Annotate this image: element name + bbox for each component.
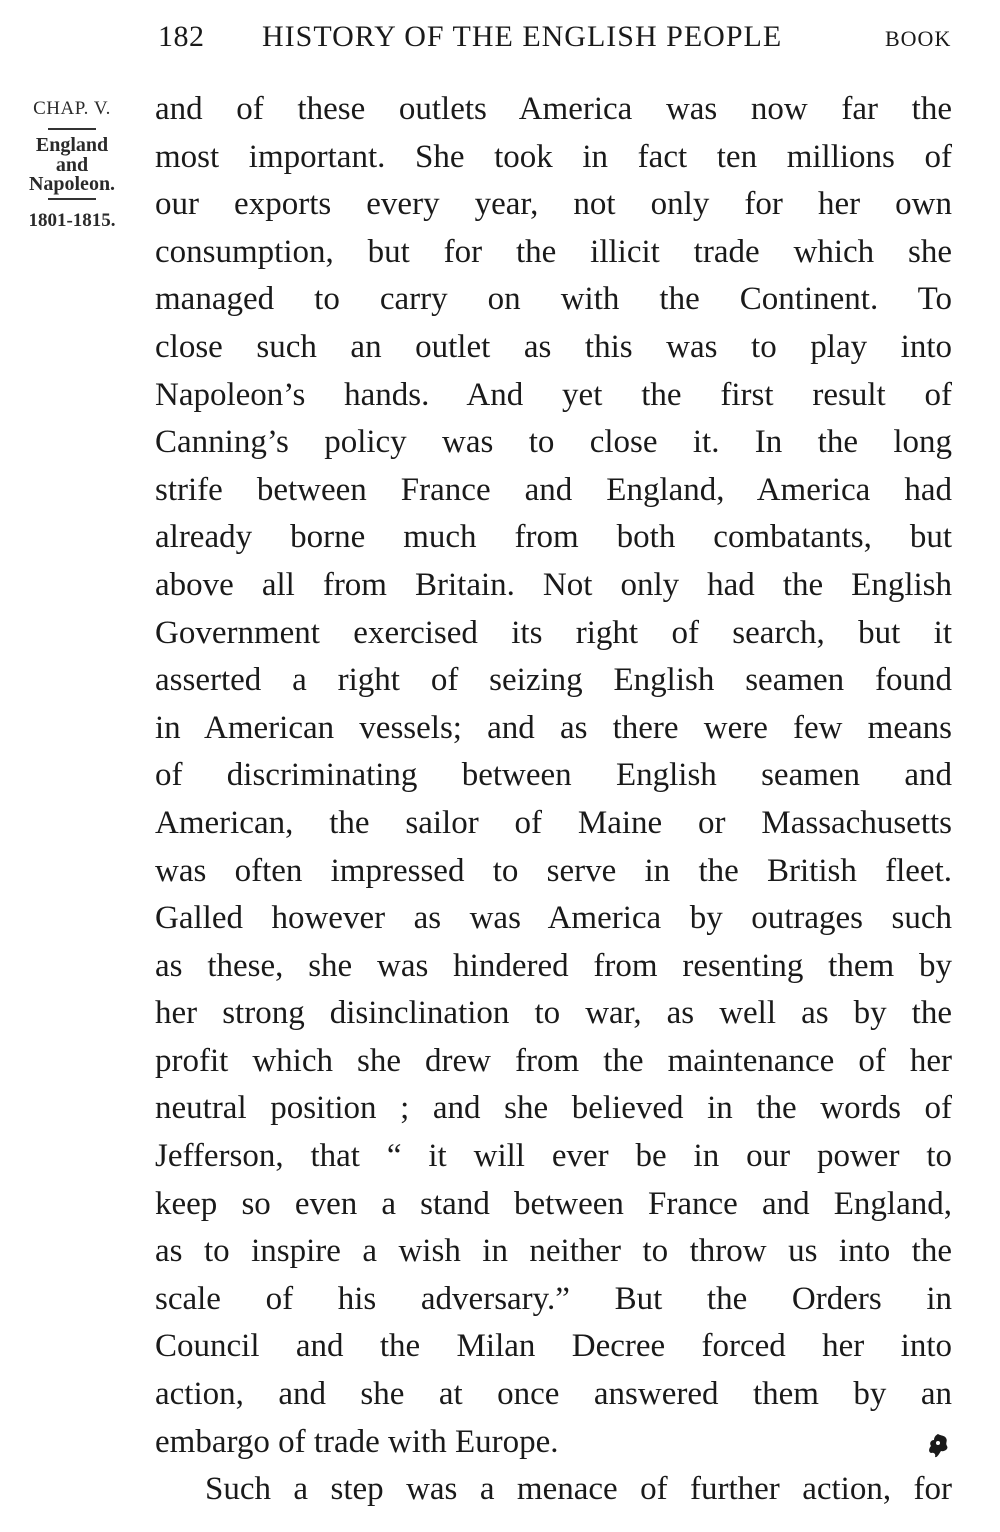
topic-line: Napoleon. [28, 173, 116, 195]
chapter-note: CHAP. V. [33, 98, 111, 119]
text-line: as to inspire a wish in neither to throw us into the [155, 1233, 952, 1270]
text-line: neutral position ; and she believed in the words of [155, 1090, 952, 1127]
text-line: Napoleon’s hands. And yet the first result of [155, 376, 952, 413]
text-line: consumption, but for the illicit trade which she [155, 233, 952, 270]
printer-ornament-icon [926, 1432, 950, 1460]
paragraph-start-line: Such a step was a menace of further action, for [205, 1471, 952, 1508]
dates-note: 1801-1815. [28, 210, 116, 231]
text-line: action, and she at once answered them by an [155, 1376, 952, 1413]
text-line: asserted a right of seizing English seamen found [155, 662, 952, 699]
text-line: most important. She took in fact ten millions of [155, 138, 952, 175]
text-line: scale of his adversary.” But the Orders in [155, 1280, 952, 1317]
text-line: Canning’s policy was to close it. In the long [155, 424, 952, 461]
running-title: HISTORY OF THE ENGLISH PEOPLE [262, 20, 783, 53]
text-line: of discriminating between English seamen and [155, 757, 952, 794]
text-line: our exports every year, not only for her own [155, 186, 952, 223]
text-line: close such an outlet as this was to play into [155, 328, 952, 365]
body-text [155, 86, 952, 1514]
text-line: managed to carry on with the Continent. To [155, 281, 952, 318]
text-line: and of these outlets America was now far the [155, 91, 952, 127]
book-label: BOOK [885, 26, 952, 51]
topic-line: and [55, 154, 89, 176]
text-line: in American vessels; and as there were few means [155, 709, 952, 746]
margin-rule [48, 128, 96, 130]
text-line: Council and the Milan Decree forced her into [155, 1328, 952, 1365]
running-header [0, 14, 1000, 62]
margin-notes [8, 92, 136, 238]
topic-line: England [35, 134, 109, 156]
text-line: already borne much from both combatants, but [155, 519, 952, 556]
text-line: Galled however as was America by outrages such [155, 900, 952, 937]
text-line: profit which she drew from the maintenance of her [155, 1042, 952, 1079]
text-line: American, the sailor of Maine or Massachusetts [155, 804, 952, 841]
page-number: 182 [158, 20, 205, 53]
topic-note [8, 134, 136, 196]
text-line: keep so even a stand between France and England, [155, 1185, 952, 1222]
text-line: as these, she was hindered from resenting them by [155, 947, 952, 984]
text-line: her strong disinclination to war, as well as by the [155, 995, 952, 1032]
text-line: Jefferson, that “ it will ever be in our power to [155, 1138, 952, 1175]
paragraph-end-line: embargo of trade with Europe. [155, 1423, 559, 1460]
text-line: above all from Britain. Not only had the English [155, 566, 952, 603]
margin-rule [48, 198, 96, 200]
text-line: was often impressed to serve in the British fleet. [155, 852, 952, 889]
text-line: Government exercised its right of search, but it [155, 614, 952, 651]
text-line: strife between France and England, America had [155, 471, 952, 508]
